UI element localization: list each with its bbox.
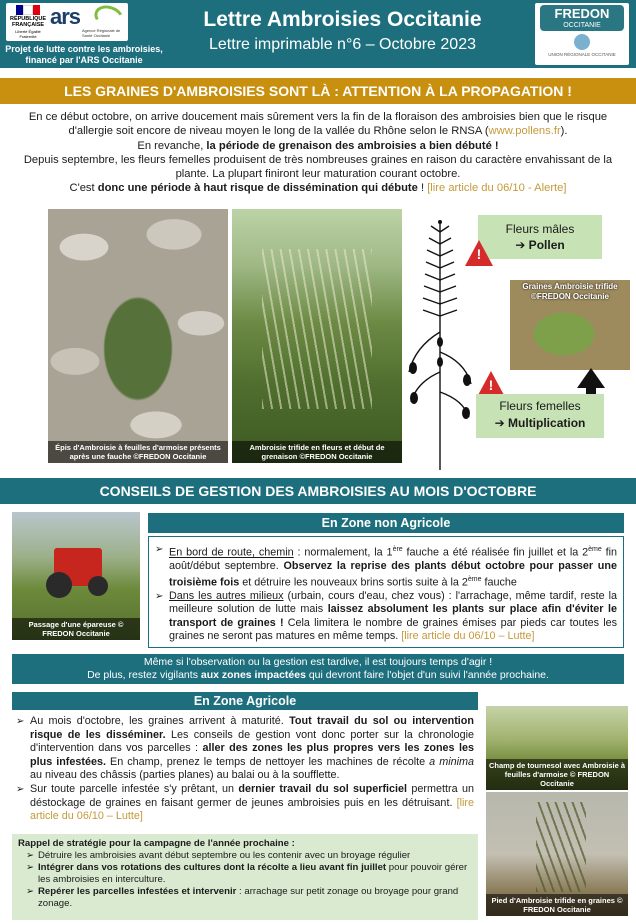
list-item: ➢ Dans les autres milieux (urbain, cours d'eau, chez vous) : l'arrachage, même tardif, reste la meilleure solution de lutte mais laissez absolument les plants sur place afin d'éviter le transport de graines ! Cela limitera le nombre de graines émises par pieds car toutes les graines ne seront pas matures en même temps. [lire article du 06/10 – Lutte] xyxy=(155,590,617,642)
zone-non-agricole-title: En Zone non Agricole xyxy=(148,513,624,533)
photo-champ-tournesol: Champ de tournesol avec Ambroisie à feuilles d'armoise © FREDON Occitanie xyxy=(486,706,628,790)
male-flowers-callout: Fleurs mâles ➔ Pollen xyxy=(478,215,602,259)
header xyxy=(0,0,636,68)
photo-epareuse: Passage d'une épareuse © FREDON Occitanie xyxy=(12,512,140,640)
republique-logo: RÉPUBLIQUE FRANÇAISE Liberté Égalité Fraternité xyxy=(10,5,46,39)
lutte-article-link[interactable]: [lire article du 06/10 – Lutte] xyxy=(30,796,474,823)
lutte-article-link[interactable]: [lire article du 06/10 – Lutte] xyxy=(401,629,535,642)
section-title-conseils: CONSEILS DE GESTION DES AMBROISIES AU MOIS D'OCTOBRE xyxy=(0,478,636,504)
list-item: ➢ Au mois d'octobre, les graines arrivent à maturité. Tout travail du sol ou intervention risque de les disséminer. Les conseils de gestion vont donc porter sur la chronologie d'intervention dans vos parcelles : aller des zones les plus propres vers les zones les plus infestées. En champ, prenez le temps de nettoyer les machines de récolte a minima au niveau des châssis (parties planes) au balai ou à la soufflette. xyxy=(16,715,474,782)
project-text: Projet de lutte contre les ambroisies, financé par l'ARS Occitanie xyxy=(5,44,163,65)
arrow-up-icon xyxy=(577,368,605,388)
pollens-link[interactable]: www.pollens.fr xyxy=(488,125,561,138)
list-item: ➢ Sur toute parcelle infestée s'y prêtant, un dernier travail du sol superficiel permettra un déstockage de graines en faisant germer de jeunes ambroisies puis en les détruisant. [lire article du 06/10 – Lutte] xyxy=(16,782,474,823)
photo-ambroisie-armoise: Épis d'Ambroisie à feuilles d'armoise présents après une fauche ©FREDON Occitanie xyxy=(48,209,228,463)
warning-icon: ! xyxy=(477,371,505,397)
alert-article-link[interactable]: [lire article du 06/10 - Alerte] xyxy=(427,182,567,195)
photo-ambroisie-trifide: Ambroisie trifide en fleurs et début de grenaison ©FREDON Occitanie xyxy=(232,209,402,463)
tractor-illustration xyxy=(54,548,102,586)
female-flowers-callout: Fleurs femelles ➔ Multiplication xyxy=(476,394,604,438)
intro-text: En ce début octobre, on arrive doucement mais sûrement vers la fin de la floraison des ambroisies bien que le risque d'allergie soit encore de niveau moyen le long de la vallée du Rhône selon le RNSA (www.pollens.fr). En revanche, la période de grenaison des ambroisies a bien débuté ! Depuis septembre, les fleurs femelles produisent de très nombreuses graines en raison du caractère envahissant de la plante. La plupart finiront leur maturation courant octobre. C'est donc une période à haut risque de dissémination qui débute ! [lire article du 06/10 - Alerte] xyxy=(23,111,613,195)
list-item: ➢ Repérer les parcelles infestées et intervenir : arrachage sur petit zonage ou broyage pour grand zonage. xyxy=(26,886,459,909)
strategy-box: Rappel de stratégie pour la campagne de l'année prochaine : ➢ Détruire les ambroisies avant début septembre ou les contenir avec un broyage régulier ➢ Intégrer dans vos rotations des cultures dont la récolte a lieu avant fin juillet pour pouvoir gérer les ambroisies en interculture. ➢ Repérer les parcelles infestées et intervenir : arrachage sur petit zonage ou broyage pour grand zonage. xyxy=(12,834,478,920)
page-title: Lettre Ambroisies Occitanie xyxy=(203,8,482,31)
section-title-graines: LES GRAINES D'AMBROISIES SONT LÀ : ATTENTION À LA PROPAGATION ! xyxy=(0,78,636,104)
zone-non-agricole-text xyxy=(148,536,624,648)
vigilance-banner: Même si l'observation ou la gestion est tardive, il est toujours temps d'agir ! De plus, restez vigilants aux zones impactées qui devront faire l'objet d'un suivi l'année prochaine. xyxy=(12,654,624,684)
photo-pied-trifide: Pied d'Ambroisie trifide en graines © FREDON Occitanie xyxy=(486,792,628,916)
fredon-logo: FREDON OCCITANIE UNION RÉGIONALE OCCITANIE xyxy=(535,3,629,65)
list-item: ➢ Détruire les ambroisies avant début septembre ou les contenir avec un broyage régulier xyxy=(26,850,411,861)
list-item: ➢ Intégrer dans vos rotations des cultures dont la récolte a lieu avant fin juillet pour pouvoir gérer les ambroisies en interculture. xyxy=(26,862,468,885)
warning-icon: ! xyxy=(465,240,493,266)
page-subtitle: Lettre imprimable n°6 – Octobre 2023 xyxy=(209,36,476,53)
ars-logo: ars xyxy=(50,4,81,29)
list-item: ➢ En bord de route, chemin : normalement, la 1ère fauche a été réalisée fin juillet et la 2ème fin août/début septembre. Observez la reprise des plants début octobre pour passer une troisième fois et détruire les nouveaux brins sortis suite à la 2ème fauche xyxy=(155,544,617,589)
partner-logos: RÉPUBLIQUE FRANÇAISE Liberté Égalité Fraternité ars Agence Régionale de Santé Occitanie xyxy=(6,3,128,41)
zone-agricole-title: En Zone Agricole xyxy=(12,692,478,710)
union-emblem-icon xyxy=(574,34,590,50)
zone-agricole-text xyxy=(12,712,478,827)
